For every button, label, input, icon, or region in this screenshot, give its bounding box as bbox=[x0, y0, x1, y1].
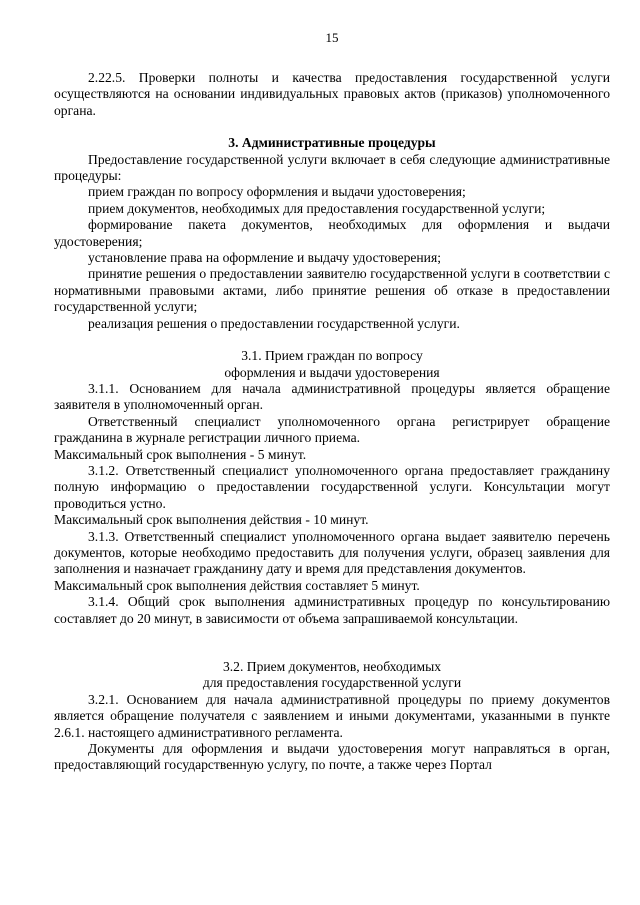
section-3-2-title-line1: 3.2. Прием документов, необходимых bbox=[222, 659, 442, 674]
section-3-1-title-line1: 3.1. Прием граждан по вопросу bbox=[241, 348, 423, 364]
paragraph-3-1-3: 3.1.3. Ответственный специалист уполномоченного органа выдает заявителю перечень документов, которые необходимо предоставить для получения услуги, образец заявления для заполнения и назначает гражданину дату и время для представления документов. bbox=[54, 528, 610, 577]
list-item: принятие решения о предоставлении заявителю государственной услуги в соответствии с нормативными правовыми актами, либо принятие решения об отказе в предоставлении государственной услуги; bbox=[54, 266, 610, 315]
paragraph-max-time-10: Максимальный срок выполнения действия - 10 минут. bbox=[54, 512, 369, 528]
paragraph-2-22-5: 2.22.5. Проверки полноты и качества предоставления государственной услуги осуществляются на основании индивидуальных правовых актов (приказов) уполномоченного органа. bbox=[54, 70, 610, 118]
paragraph-3-2-1: 3.2.1. Основанием для начала административной процедуры по приему документов является обращение получателя с заявлением и иными документами, указанными в пункте 2.6.1. настоящего административного регламента. bbox=[54, 691, 610, 740]
list-item: формирование пакета документов, необходимых для оформления и выдачи удостоверения; bbox=[54, 217, 610, 249]
paragraph-max-time-5b: Максимальный срок выполнения действия составляет 5 минут. bbox=[54, 577, 420, 593]
list-item: прием граждан по вопросу оформления и выдачи удостоверения; bbox=[88, 184, 466, 200]
section-3-intro: Предоставление государственной услуги включает в себя следующие административные процедуры: bbox=[54, 151, 610, 184]
page-number: 15 bbox=[325, 30, 339, 45]
paragraph-3-1-2: 3.1.2. Ответственный специалист уполномоченного органа предоставляет гражданину полную информацию о предоставлении государственной услуги. Консультации могут проводиться устно. bbox=[54, 462, 610, 511]
list-item: прием документов, необходимых для предоставления государственной услуги; bbox=[88, 200, 546, 216]
section-3-2-title-line2: для предоставления государственной услуги bbox=[202, 675, 462, 691]
paragraph-3-1-4: 3.1.4. Общий срок выполнения административных процедур по консультированию составляет до 20 минут, в зависимости от объема запрашиваемой консультации. bbox=[54, 594, 610, 626]
paragraph-registration: Ответственный специалист уполномоченного органа регистрирует обращение гражданина в журнале регистрации личного приема. bbox=[54, 413, 610, 446]
paragraph-documents: Документы для оформления и выдачи удостоверения могут направляться в орган, предоставляющий государственную услугу, по почте, а также через Портал bbox=[54, 741, 610, 773]
paragraph-max-time-5: Максимальный срок выполнения - 5 минут. bbox=[54, 446, 307, 462]
list-item: реализация решения о предоставлении государственной услуги. bbox=[88, 315, 460, 331]
list-item: установление права на оформление и выдачу удостоверения; bbox=[88, 250, 441, 266]
section-3-title: 3. Административные процедуры bbox=[228, 135, 436, 151]
section-3-1-title-line2: оформления и выдачи удостоверения bbox=[224, 364, 440, 380]
paragraph-3-1-1: 3.1.1. Основанием для начала административной процедуры является обращение заявителя в уполномоченный орган. bbox=[54, 380, 610, 413]
document-page bbox=[54, 30, 610, 774]
